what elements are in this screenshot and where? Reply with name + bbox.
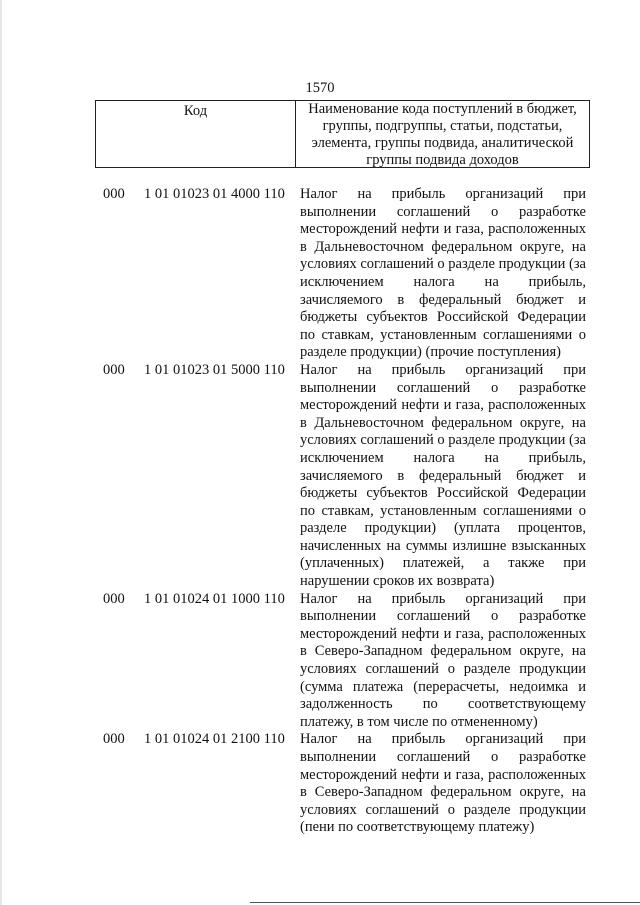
table-body (0, 186, 640, 837)
revenue-description: Налог на прибыль организаций при выполнении соглашений о разработке месторождений нефти и газа, расположенных в Северо-Западном федеральном округе, на условиях соглашений о разделе продукции (пени по соответствующему платежу) (300, 731, 586, 836)
header-name-column: Наименование кода поступлений в бюджет, группы, подгруппы, статьи, подстатьи, элемента, группы подвида, аналитической группы подвида доходов (308, 101, 577, 168)
admin-code: 000 (103, 186, 125, 202)
table-row (0, 731, 640, 837)
revenue-code: 1 01 01024 01 2100 110 (144, 731, 285, 748)
revenue-description: Налог на прибыль организаций при выполнении соглашений о разработке месторождений нефти и газа, расположенных в Северо-Западном федеральном округе, на условиях соглашений о разделе продукции (сумма платежа (перерасчеты, недоимка и задолженность по соответствующему платежу, в том числе по отмененному) (300, 590, 586, 730)
revenue-description: Налог на прибыль организаций при выполнении соглашений о разработке месторождений нефти и газа, расположенных в Дальневосточном федеральном округе, на условиях соглашений о разделе продукции (за исключением налога на прибыль, зачисляемого в федеральный бюджет и бюджеты субъектов Российской Федерации по ставкам, установленным соглашениями о разделе продукции) (прочие поступления) (300, 186, 586, 361)
table-row (0, 362, 640, 591)
scan-bottom-edge (250, 902, 640, 903)
revenue-code: 1 01 01023 01 4000 110 (144, 186, 285, 202)
admin-code: 000 (103, 590, 125, 607)
admin-code: 000 (103, 361, 125, 378)
admin-code: 000 (103, 731, 125, 748)
table-row (0, 186, 640, 362)
revenue-description: Налог на прибыль организаций при выполнении соглашений о разработке месторождений нефти и газа, расположенных в Дальневосточном федеральном округе, на условиях соглашений о разделе продукции (за исключением налога на прибыль, зачисляемого в федеральный бюджет и бюджеты субъектов Российской Федерации по ставкам, установленным соглашениями о разделе продукции) (уплата процентов, начисленных на суммы излишне взысканных (уплаченных) платежей, а также при нарушении сроков их возврата) (300, 361, 586, 590)
header-code-column: Код (96, 101, 296, 167)
revenue-code: 1 01 01023 01 5000 110 (144, 361, 285, 378)
table-row (0, 591, 640, 732)
table-header (95, 100, 590, 168)
page-number: 1570 (305, 80, 335, 96)
revenue-code: 1 01 01024 01 1000 110 (144, 590, 285, 607)
